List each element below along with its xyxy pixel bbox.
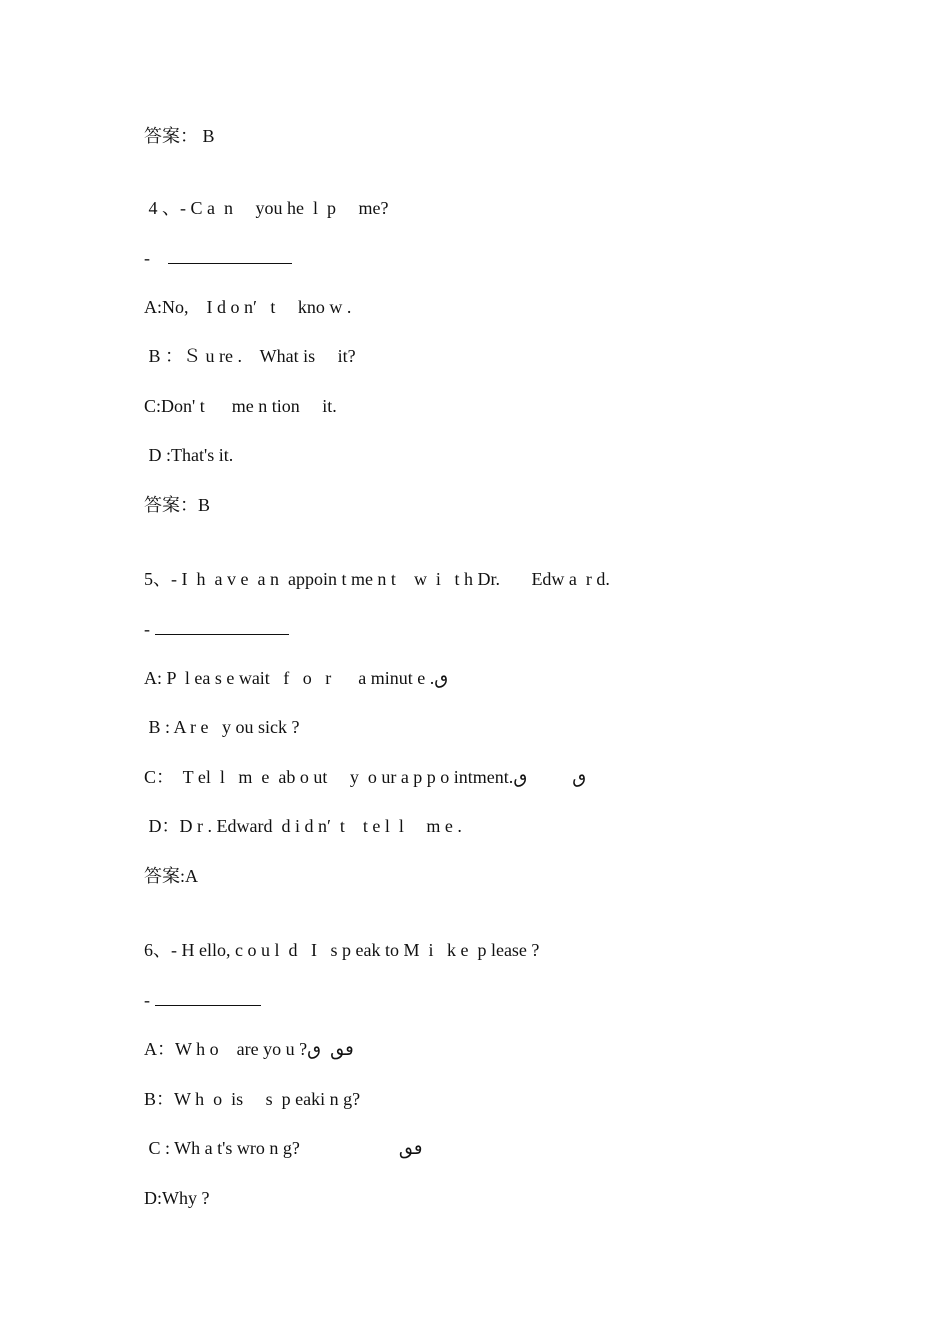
option-d-q5 bbox=[144, 814, 462, 838]
option-text: B ：Ｓ u re . What is it? bbox=[144, 346, 356, 366]
question-text: 4 、- C a n you he l p me? bbox=[144, 198, 389, 218]
answer-line-q5 bbox=[144, 864, 198, 888]
option-text: D:Why ? bbox=[144, 1188, 210, 1208]
blank-line-q6 bbox=[144, 988, 261, 1012]
question-4 bbox=[144, 196, 388, 220]
question-5 bbox=[144, 567, 610, 591]
dash: - bbox=[144, 248, 168, 268]
option-a-q5 bbox=[144, 666, 448, 690]
option-c-q4 bbox=[144, 394, 337, 418]
option-d-q4 bbox=[144, 443, 233, 467]
blank-line-q5 bbox=[144, 617, 289, 641]
option-c-q5 bbox=[144, 765, 586, 789]
answer-blank bbox=[155, 620, 289, 635]
option-text: A：W h o are yo u ?ٯٯ ٯ bbox=[144, 1039, 354, 1059]
option-d-q6 bbox=[144, 1186, 209, 1210]
option-a-q6 bbox=[144, 1037, 354, 1061]
blank-line-q4 bbox=[144, 246, 292, 270]
option-text: B：W h o is s p eaki n g? bbox=[144, 1089, 361, 1109]
question-text: 6、- H ello, c o u l d I s p eak to M i k e p lease ? bbox=[144, 940, 540, 960]
dash: - bbox=[144, 619, 155, 639]
question-text: 5、- I h a v e a n appoin t me n t w i t h Dr. Edw a r d. bbox=[144, 569, 610, 589]
option-a-q4 bbox=[144, 295, 351, 319]
option-text: A:No, I d o n′ t kno w . bbox=[144, 297, 352, 317]
answer-blank bbox=[168, 249, 292, 264]
answer-line-q3 bbox=[144, 124, 215, 148]
option-text: A: P l ea s e wait f o r a minut e .ٯ bbox=[144, 668, 449, 688]
option-b-q4 bbox=[144, 344, 356, 368]
option-text: D :That's it. bbox=[144, 445, 234, 465]
option-text: D：D r . Edward d i d n′ t t e l l m e . bbox=[144, 816, 462, 836]
option-c-q6 bbox=[144, 1136, 423, 1160]
option-text: C： T el l m e ab o ut y o ur a p p o intment.ٯ ٯ bbox=[144, 767, 587, 787]
option-text: C:Don' t me n tion it. bbox=[144, 396, 337, 416]
answer-line-q4 bbox=[144, 493, 210, 517]
question-6 bbox=[144, 938, 539, 962]
answer-blank bbox=[155, 991, 261, 1006]
answer-text: 答案：B bbox=[144, 495, 211, 515]
option-b-q5 bbox=[144, 715, 300, 739]
option-b-q6 bbox=[144, 1087, 360, 1111]
option-text: B : A r e y ou sick ? bbox=[144, 717, 300, 737]
answer-text: 答案:A bbox=[144, 866, 198, 886]
dash: - bbox=[144, 990, 155, 1010]
answer-text: 答案： B bbox=[144, 126, 215, 146]
option-text: C : Wh a t's wro n g? ٯٯ bbox=[144, 1138, 423, 1158]
